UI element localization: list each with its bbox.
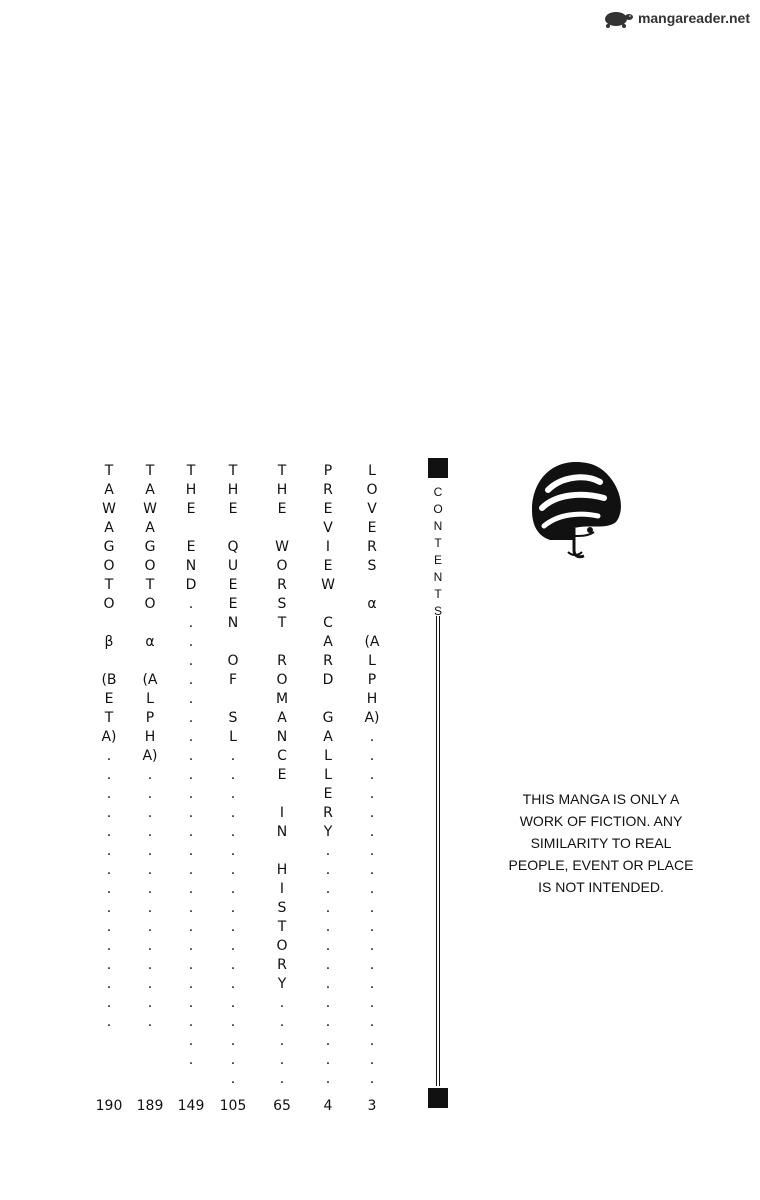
toc-letter: R	[277, 957, 287, 973]
toc-leader-dot: .	[230, 1071, 236, 1087]
toc-page-number: 190	[95, 1098, 123, 1114]
toc-page-number: 65	[273, 1098, 291, 1114]
toc-leader-dot: .	[369, 767, 375, 783]
contents-letter: T	[434, 587, 442, 601]
toc-letter: H	[276, 482, 288, 498]
toc-leader-dot: .	[279, 1071, 285, 1087]
toc-entry[interactable]	[177, 462, 205, 1114]
toc-leader-dot: .	[147, 824, 153, 840]
toc-letter: R	[367, 539, 377, 555]
toc-page-number: 149	[177, 1098, 205, 1114]
toc-letter: D	[185, 577, 197, 593]
toc-leader-dot: .	[369, 1014, 375, 1030]
toc-letter: L	[368, 653, 376, 669]
toc-letter: E	[277, 501, 287, 517]
toc-leader-dot: .	[325, 1033, 331, 1049]
toc-letter: E	[104, 691, 114, 707]
toc-leader-dot: .	[279, 1033, 285, 1049]
toc-letter: T	[277, 463, 287, 479]
toc-letter: T	[104, 577, 114, 593]
toc-leader-dot: .	[188, 729, 194, 745]
toc-leader-dot: .	[188, 900, 194, 916]
toc-letter: W	[102, 501, 116, 517]
toc-letter: O	[103, 596, 115, 612]
toc-leader-dot: .	[147, 786, 153, 802]
toc-leader-dot: .	[279, 1052, 285, 1068]
toc-letter: S	[277, 900, 287, 916]
toc-letter: T	[104, 463, 114, 479]
toc-leader-dot: .	[369, 786, 375, 802]
contents-letter: E	[433, 553, 442, 567]
toc-leader-dot: .	[230, 824, 236, 840]
toc-leader-dot: .	[230, 881, 236, 897]
toc-leader-dot: .	[147, 843, 153, 859]
toc-leader-dot: .	[369, 843, 375, 859]
toc-leader-dot: .	[147, 919, 153, 935]
contents-heading	[426, 458, 450, 1112]
toc-letter: β	[104, 634, 114, 650]
toc-leader-dot: .	[188, 957, 194, 973]
contents-letter: T	[434, 536, 442, 550]
toc-leader-dot: .	[369, 900, 375, 916]
toc-leader-dot: .	[106, 957, 112, 973]
toc-leader-dot: .	[325, 976, 331, 992]
toc-leader-dot: .	[230, 748, 236, 764]
contents-bottom-square	[428, 1088, 448, 1108]
toc-leader-dot: .	[188, 995, 194, 1011]
toc-letter: E	[228, 596, 238, 612]
toc-letter: G	[103, 539, 115, 555]
watermark-text: mangareader.net	[637, 10, 750, 26]
toc-letter: A)	[364, 710, 380, 726]
toc-letter: I	[279, 805, 285, 821]
toc-letter: O	[227, 653, 239, 669]
toc-letter: U	[227, 558, 239, 574]
toc-letter: S	[228, 710, 238, 726]
toc-letter: O	[276, 672, 288, 688]
disclaimer-line: IS NOT INTENDED.	[538, 879, 664, 895]
toc-entry[interactable]	[359, 462, 385, 1114]
toc-leader-dot: .	[369, 995, 375, 1011]
toc-letter: A)	[142, 748, 158, 764]
toc-letter: T	[145, 463, 155, 479]
toc-leader-dot: .	[325, 938, 331, 954]
toc-letter: T	[145, 577, 155, 593]
toc-letter: L	[146, 691, 154, 707]
toc-letter: N	[276, 824, 288, 840]
toc-letter: V	[367, 501, 377, 517]
toc-leader-dot: .	[325, 957, 331, 973]
toc-leader-dot: .	[188, 938, 194, 954]
toc-letter: E	[323, 501, 333, 517]
toc-letter: L	[324, 767, 332, 783]
toc-letter: E	[228, 577, 238, 593]
toc-leader-dot: .	[230, 862, 236, 878]
toc-letter: T	[277, 919, 287, 935]
toc-letter: A	[145, 482, 155, 498]
toc-letter: C	[323, 615, 333, 631]
toc-leader-dot: .	[106, 805, 112, 821]
toc-leader-dot: .	[188, 653, 194, 669]
swirl-hair-logo-icon	[528, 458, 624, 562]
contents-top-square	[428, 458, 448, 478]
toc-letter: N	[227, 615, 239, 631]
toc-leader-dot: .	[106, 862, 112, 878]
toc-letter: R	[323, 653, 333, 669]
toc-leader-dot: .	[188, 672, 194, 688]
toc-page-number: 189	[136, 1098, 164, 1114]
disclaimer-line: THIS MANGA IS ONLY A	[522, 791, 680, 807]
toc-letter: O	[276, 938, 288, 954]
toc-letter: O	[366, 482, 378, 498]
contents-letter: S	[433, 604, 442, 618]
turtle-icon	[600, 8, 634, 28]
toc-letter: (A	[142, 672, 158, 688]
toc-letter: L	[368, 463, 376, 479]
toc-leader-dot: .	[230, 1033, 236, 1049]
toc-leader-dot: .	[147, 938, 153, 954]
toc-letter: E	[367, 520, 377, 536]
toc-letter: E	[323, 786, 333, 802]
disclaimer-line: WORK OF FICTION. ANY	[519, 813, 683, 829]
toc-leader-dot: .	[230, 957, 236, 973]
toc-leader-dot: .	[230, 805, 236, 821]
toc-letter: T	[186, 463, 196, 479]
toc-leader-dot: .	[369, 957, 375, 973]
toc-letter: G	[144, 539, 156, 555]
toc-leader-dot: .	[230, 786, 236, 802]
toc-leader-dot: .	[147, 900, 153, 916]
toc-leader-dot: .	[106, 748, 112, 764]
toc-leader-dot: .	[369, 805, 375, 821]
toc-leader-dot: .	[106, 824, 112, 840]
toc-leader-dot: .	[369, 919, 375, 935]
toc-letter: R	[323, 805, 333, 821]
toc-leader-dot: .	[325, 1014, 331, 1030]
contents-letter: N	[433, 570, 443, 584]
toc-leader-dot: .	[369, 862, 375, 878]
toc-leader-dot: .	[106, 843, 112, 859]
toc-leader-dot: .	[369, 881, 375, 897]
toc-page-number: 4	[323, 1098, 333, 1114]
toc-letter: α	[367, 596, 377, 612]
toc-letter: E	[277, 767, 287, 783]
toc-letter: H	[227, 482, 239, 498]
toc-leader-dot: .	[147, 805, 153, 821]
toc-leader-dot: .	[188, 710, 194, 726]
toc-leader-dot: .	[279, 995, 285, 1011]
toc-leader-dot: .	[188, 919, 194, 935]
toc-page-number: 3	[367, 1098, 377, 1114]
toc-leader-dot: .	[188, 824, 194, 840]
toc-leader-dot: .	[369, 976, 375, 992]
toc-letter: S	[277, 596, 287, 612]
contents-letter: C	[433, 485, 443, 499]
contents-letter: O	[433, 502, 443, 516]
toc-entry[interactable]	[95, 462, 123, 1114]
toc-letter: A	[323, 729, 333, 745]
toc-leader-dot: .	[369, 1033, 375, 1049]
toc-letter: T	[228, 463, 238, 479]
toc-leader-dot: .	[325, 862, 331, 878]
toc-letter: I	[279, 881, 285, 897]
toc-page-number: 105	[219, 1098, 247, 1114]
toc-leader-dot: .	[147, 881, 153, 897]
toc-letter: α	[145, 634, 155, 650]
toc-letter: E	[186, 539, 196, 555]
toc-letter: A	[145, 520, 155, 536]
toc-leader-dot: .	[147, 767, 153, 783]
toc-letter: L	[324, 748, 332, 764]
toc-letter: M	[275, 691, 289, 707]
toc-leader-dot: .	[230, 767, 236, 783]
toc-leader-dot: .	[106, 938, 112, 954]
toc-letter: Y	[277, 976, 287, 992]
toc-leader-dot: .	[147, 976, 153, 992]
toc-leader-dot: .	[106, 881, 112, 897]
toc-letter: A	[104, 482, 114, 498]
toc-letter: Q	[227, 539, 239, 555]
toc-leader-dot: .	[188, 634, 194, 650]
toc-letter: H	[185, 482, 197, 498]
toc-leader-dot: .	[188, 691, 194, 707]
toc-letter: P	[323, 463, 333, 479]
watermark	[600, 8, 750, 28]
toc-letter: N	[276, 729, 288, 745]
toc-leader-dot: .	[230, 843, 236, 859]
toc-entry[interactable]	[219, 462, 247, 1114]
toc-leader-dot: .	[325, 1071, 331, 1087]
toc-leader-dot: .	[325, 919, 331, 935]
toc-leader-dot: .	[369, 938, 375, 954]
toc-leader-dot: .	[188, 805, 194, 821]
contents-letter: N	[433, 519, 443, 533]
toc-letter: I	[325, 539, 331, 555]
toc-letter: V	[323, 520, 333, 536]
toc-letter: A	[277, 710, 287, 726]
toc-leader-dot: .	[230, 1014, 236, 1030]
toc-letter: G	[322, 710, 334, 726]
toc-leader-dot: .	[369, 1071, 375, 1087]
toc-leader-dot: .	[325, 995, 331, 1011]
toc-letter: A	[323, 634, 333, 650]
toc-leader-dot: .	[188, 596, 194, 612]
toc-leader-dot: .	[106, 786, 112, 802]
toc-letter: N	[185, 558, 197, 574]
toc-leader-dot: .	[188, 881, 194, 897]
toc-letter: S	[367, 558, 377, 574]
toc-letter: O	[103, 558, 115, 574]
toc-letter: P	[145, 710, 155, 726]
toc-leader-dot: .	[188, 843, 194, 859]
contents-label	[426, 484, 450, 620]
toc-letter: (B	[101, 672, 117, 688]
toc-leader-dot: .	[369, 824, 375, 840]
toc-letter: O	[276, 558, 288, 574]
toc-letter: Y	[323, 824, 333, 840]
toc-letter: F	[228, 672, 238, 688]
toc-leader-dot: .	[188, 767, 194, 783]
toc-leader-dot: .	[106, 919, 112, 935]
toc-letter: (A	[364, 634, 380, 650]
toc-entry[interactable]	[315, 462, 341, 1114]
toc-leader-dot: .	[188, 862, 194, 878]
toc-leader-dot: .	[188, 1033, 194, 1049]
toc-leader-dot: .	[106, 1014, 112, 1030]
toc-leader-dot: .	[230, 995, 236, 1011]
toc-leader-dot: .	[230, 1052, 236, 1068]
toc-letter: A)	[101, 729, 117, 745]
toc-leader-dot: .	[147, 862, 153, 878]
toc-letter: C	[277, 748, 287, 764]
toc-letter: E	[228, 501, 238, 517]
toc-letter: R	[277, 653, 287, 669]
toc-leader-dot: .	[230, 900, 236, 916]
toc-letter: R	[277, 577, 287, 593]
toc-letter: H	[144, 729, 156, 745]
disclaimer-text	[496, 788, 706, 898]
toc-letter: W	[321, 577, 335, 593]
toc-letter: W	[275, 539, 289, 555]
toc-letter: P	[367, 672, 377, 688]
toc-letter: E	[323, 558, 333, 574]
toc-leader-dot: .	[188, 786, 194, 802]
toc-leader-dot: .	[369, 748, 375, 764]
toc-letter: H	[366, 691, 378, 707]
toc-leader-dot: .	[230, 938, 236, 954]
toc-letter: R	[323, 482, 333, 498]
toc-leader-dot: .	[188, 748, 194, 764]
toc-leader-dot: .	[188, 976, 194, 992]
toc-letter: A	[104, 520, 114, 536]
toc-letter: W	[143, 501, 157, 517]
toc-leader-dot: .	[325, 843, 331, 859]
toc-letter: O	[144, 558, 156, 574]
toc-leader-dot: .	[325, 900, 331, 916]
toc-leader-dot: .	[106, 767, 112, 783]
toc-leader-dot: .	[279, 1014, 285, 1030]
toc-leader-dot: .	[147, 1014, 153, 1030]
toc-leader-dot: .	[369, 729, 375, 745]
toc-leader-dot: .	[325, 1052, 331, 1068]
toc-leader-dot: .	[147, 957, 153, 973]
toc-letter: T	[104, 710, 114, 726]
toc-leader-dot: .	[106, 995, 112, 1011]
toc-leader-dot: .	[230, 976, 236, 992]
toc-entry[interactable]	[269, 462, 295, 1114]
toc-leader-dot: .	[188, 1052, 194, 1068]
toc-letter: H	[276, 862, 288, 878]
toc-leader-dot: .	[106, 976, 112, 992]
toc-leader-dot: .	[106, 900, 112, 916]
disclaimer-line: SIMILARITY TO REAL	[530, 835, 672, 851]
toc-entry[interactable]	[136, 462, 164, 1114]
toc-letter: O	[144, 596, 156, 612]
contents-rail	[436, 616, 440, 1086]
toc-leader-dot: .	[230, 919, 236, 935]
toc-leader-dot: .	[188, 615, 194, 631]
toc-letter: E	[186, 501, 196, 517]
toc-letter: T	[277, 615, 287, 631]
toc-leader-dot: .	[188, 1014, 194, 1030]
toc-letter: D	[322, 672, 334, 688]
toc-leader-dot: .	[369, 1052, 375, 1068]
toc-letter: L	[229, 729, 237, 745]
toc-leader-dot: .	[325, 881, 331, 897]
toc-leader-dot: .	[147, 995, 153, 1011]
disclaimer-line: PEOPLE, EVENT OR PLACE	[508, 857, 694, 873]
